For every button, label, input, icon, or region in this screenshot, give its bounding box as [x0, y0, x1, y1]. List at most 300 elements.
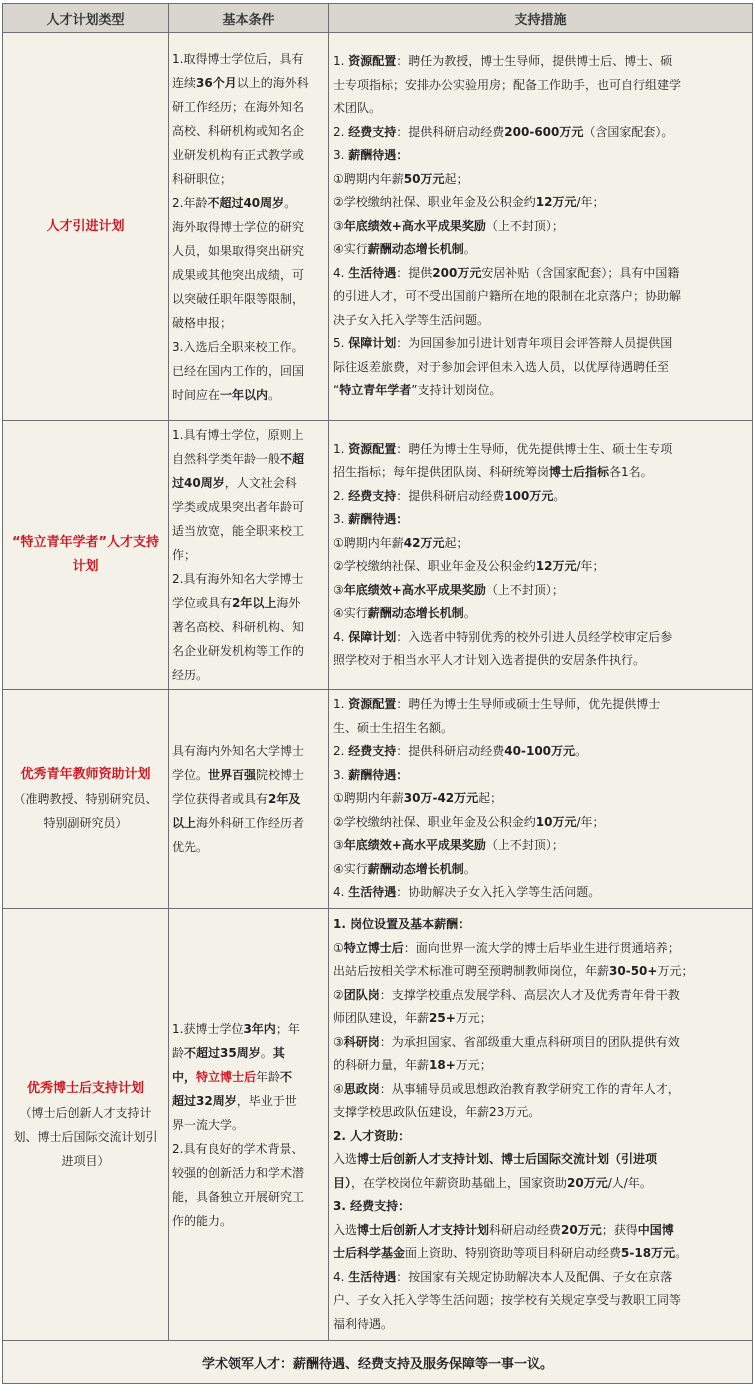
text-line — [333, 238, 748, 262]
text-segment: 5. — [333, 336, 349, 351]
text-segment: 学位或具有 — [172, 596, 233, 610]
plan-row — [3, 690, 753, 909]
text-line — [333, 285, 748, 309]
text-segment: 户、子女入托入学等生活问题；按学校有关规定享受与教职工同等 — [333, 1293, 682, 1307]
footer-row — [3, 1341, 753, 1384]
text-line — [172, 1017, 325, 1041]
text-line — [333, 438, 748, 462]
text-segment: ：从事辅导员或思想政治教育教学研究工作的青年人才， — [379, 1081, 680, 1096]
text-line — [333, 858, 748, 882]
plan-subtitle: （准聘教授、特别研究员、特别副研究员） — [13, 792, 158, 830]
text-segment: 团队岗 — [343, 987, 380, 1002]
text-segment: 以上 — [172, 816, 197, 830]
text-segment: ②学校缴纳社保、职业年金及公积金约 — [333, 814, 536, 829]
text-line — [172, 263, 325, 287]
text-segment: 支撑学校思政队伍建设，年薪23万元。 — [333, 1105, 541, 1119]
text-line — [333, 602, 748, 626]
text-segment: 200万元 — [432, 265, 482, 280]
text-segment: 生活待遇 — [348, 265, 397, 280]
text-line — [172, 1137, 325, 1161]
text-line — [333, 1266, 748, 1290]
text-segment: 经费支持 — [348, 124, 397, 139]
text-line — [333, 508, 748, 532]
text-line — [172, 71, 325, 95]
text-segment: 学位。 — [172, 768, 209, 782]
text-line — [172, 423, 325, 447]
text-line — [333, 1007, 748, 1031]
text-segment: 。 — [575, 744, 588, 759]
text-segment: 经费支持 — [348, 744, 397, 759]
text-line — [333, 693, 748, 717]
plan-title: 优秀博士后支持计划 — [26, 1080, 144, 1096]
text-segment: ② — [333, 987, 344, 1002]
text-segment: 3. — [333, 148, 349, 163]
text-segment: 。 — [675, 1246, 688, 1260]
header-conditions: 基本条件 — [169, 4, 329, 33]
header-measures: 支持措施 — [329, 4, 753, 33]
text-segment: 优先。 — [172, 840, 209, 854]
text-segment: 出站后按相关学术标准可聘至预聘制教师岗位，年薪 — [333, 964, 610, 978]
text-segment: 薪酬待遇： — [348, 512, 409, 526]
text-segment: ④实行 — [333, 861, 368, 876]
text-segment: 万元； — [455, 1011, 492, 1025]
text-segment: 特立博士后 — [343, 940, 404, 955]
text-segment: 照学校对于相当水平人才计划入选者提供的安居条件执行。 — [333, 653, 646, 667]
text-line — [333, 461, 748, 485]
conditions-cell — [169, 421, 329, 690]
text-segment: 5-18万元 — [621, 1246, 676, 1260]
plan-row — [3, 33, 753, 421]
text-segment: 25+ — [429, 1011, 456, 1025]
text-segment: （含国家配套）。 — [583, 124, 674, 139]
text-line — [172, 1209, 325, 1233]
text-segment: 思政岗 — [343, 1081, 380, 1096]
text-line — [172, 739, 325, 763]
text-segment: 师团队建设，年薪 — [333, 1011, 430, 1025]
text-segment: ：支撑学校重点发展学科、高层次人才及优秀青年骨干教 — [379, 987, 680, 1002]
plan-row — [3, 421, 753, 690]
text-line — [172, 811, 325, 835]
text-segment: 连续 — [172, 75, 197, 90]
text-segment: 2.具有良好的学术背景、 — [172, 1141, 304, 1156]
text-line — [333, 485, 748, 509]
text-segment: 资源配置 — [348, 697, 397, 712]
text-line — [333, 913, 748, 937]
text-line — [333, 309, 748, 333]
text-segment: “ — [333, 383, 340, 398]
text-segment: 2.具有海外知名大学博士 — [172, 572, 304, 586]
text-segment: 资源配置 — [348, 54, 397, 69]
text-line — [333, 811, 748, 835]
text-segment: 30-50+ — [609, 964, 658, 978]
text-line — [333, 649, 748, 673]
text-segment: ，在学校岗位年薪资助基础上，国家资助 — [351, 1175, 568, 1190]
text-line — [333, 74, 748, 98]
text-segment: 术团队。 — [333, 101, 382, 116]
text-segment: 20万元 — [561, 1222, 602, 1237]
text-line — [172, 639, 325, 663]
text-segment: 过40周岁 — [172, 476, 225, 490]
text-line — [333, 262, 748, 286]
text-line — [172, 1065, 325, 1089]
text-line — [172, 835, 325, 859]
text-segment: ：聘任为博士生导师或硕士生导师，优先提供博士 — [396, 697, 661, 712]
text-segment: 2. — [333, 744, 349, 759]
text-segment: 3. — [333, 512, 349, 526]
text-line — [333, 1078, 748, 1102]
conditions-cell — [169, 33, 329, 421]
text-segment: 保障计划 — [348, 336, 397, 351]
text-segment: ：提供科研启动经费 — [396, 744, 505, 759]
text-segment: 院校博士 — [256, 768, 305, 782]
text-segment: 名企业研发机构等工作的 — [172, 644, 305, 658]
text-line — [333, 1031, 748, 1055]
text-segment: 年底绩效+高水平成果奖励 — [343, 582, 486, 597]
text-segment: /年； — [576, 195, 605, 210]
text-segment: 42万元 — [403, 535, 445, 550]
text-line — [172, 335, 325, 359]
text-segment: 以突破任职年限等限制， — [172, 291, 305, 306]
text-segment: 。 — [268, 387, 281, 402]
text-line — [333, 937, 748, 961]
text-segment: ：聘任为博士生导师，优先提供博士生、硕士生专项 — [396, 441, 673, 456]
text-line — [172, 663, 325, 687]
text-line — [172, 471, 325, 495]
text-line — [333, 881, 748, 905]
text-segment: 1. — [333, 441, 349, 456]
text-segment: ：协助解决子女入托入学等生活问题。 — [396, 885, 601, 900]
text-segment: 起； — [444, 535, 469, 550]
text-line — [333, 379, 748, 403]
text-segment: 作； — [172, 548, 197, 562]
text-segment: 具有海内外知名大学博士 — [172, 744, 305, 758]
conditions-cell — [169, 690, 329, 909]
text-segment: 4. — [333, 265, 349, 280]
text-segment: 能，具备独立开展研究工 — [172, 1189, 305, 1204]
text-segment: 破格申报； — [172, 315, 233, 330]
text-segment: /年； — [576, 814, 605, 829]
text-segment: ①聘期内年薪 — [333, 171, 404, 186]
plan-title: 人才引进计划 — [46, 218, 125, 234]
text-segment: ：提供 — [396, 265, 433, 280]
text-segment: /人/年。 — [607, 1175, 652, 1190]
text-segment: 面上资助、特别资助等项目科研启动经费 — [405, 1246, 622, 1260]
text-line — [172, 519, 325, 543]
text-line — [333, 1313, 748, 1337]
text-segment: 较强的创新活力和学术潜 — [172, 1165, 305, 1180]
text-segment: 30万-42万元 — [403, 791, 479, 806]
text-line — [333, 144, 748, 168]
text-segment: 中国博 — [637, 1222, 674, 1237]
text-segment: 3.入选后全职来校工作。 — [172, 339, 304, 354]
text-line — [333, 764, 748, 788]
text-segment: ：面向世界一流大学的博士后毕业生进行贯通培养； — [403, 940, 680, 955]
text-segment: ：提供科研启动经费 — [396, 124, 505, 139]
text-segment: 薪酬待遇： — [348, 148, 409, 163]
text-segment: 一年以内 — [220, 387, 269, 402]
text-segment: 中， — [172, 1069, 197, 1084]
text-segment: 目） — [333, 1175, 352, 1190]
text-segment: 入选 — [333, 1152, 358, 1166]
talent-plan-table — [2, 3, 753, 1384]
text-segment: ②学校缴纳社保、职业年金及公积金约 — [333, 195, 536, 210]
text-segment: 2年以上 — [232, 596, 277, 610]
text-line — [333, 1172, 748, 1196]
text-segment: 博士后指标 — [549, 465, 610, 479]
text-line — [172, 447, 325, 471]
text-segment: 龄 — [172, 1045, 185, 1060]
text-segment: 万元； — [657, 964, 694, 978]
plan-type-cell — [3, 421, 169, 690]
text-segment: 招生指标；每年提供团队岗、科研统筹岗 — [333, 465, 550, 479]
text-segment: 薪酬动态增长机制 — [367, 242, 464, 257]
text-segment: ：为回国参加引进计划青年项目会评答辩人员提供国 — [396, 336, 673, 351]
text-line — [172, 191, 325, 215]
text-line — [333, 121, 748, 145]
text-line — [333, 191, 748, 215]
text-line — [333, 740, 748, 764]
text-segment: 适当放宽，能全职来校工 — [172, 524, 305, 538]
text-segment: 4. — [333, 1269, 349, 1284]
text-segment: ，人文社会科 — [224, 476, 297, 490]
text-segment: 20万元 — [567, 1175, 608, 1190]
text-segment: 学位获得者或具有 — [172, 792, 269, 806]
text-segment: （上不封顶）； — [485, 838, 564, 853]
text-line — [333, 215, 748, 239]
text-segment: 世界百强 — [208, 768, 257, 782]
text-segment: 万元； — [455, 1058, 492, 1072]
text-segment: 2. — [333, 124, 349, 139]
text-line — [172, 1113, 325, 1137]
text-line — [333, 960, 748, 984]
text-segment: 超过32周岁 — [172, 1093, 237, 1108]
text-segment: 2.年龄 — [172, 195, 208, 210]
text-segment: 年底绩效+高水平成果奖励 — [343, 218, 486, 233]
text-line — [172, 495, 325, 519]
text-segment: 界一流大学。 — [172, 1117, 245, 1132]
text-segment: 士后科学基金 — [333, 1246, 406, 1260]
text-segment: 以上的海外科 — [236, 75, 309, 90]
text-segment: 研工作经历；在海外知名 — [172, 99, 305, 114]
text-segment: 人员，如果取得突出研究 — [172, 243, 305, 258]
text-segment: ，毕业于世 — [236, 1093, 297, 1108]
text-segment: 学类或成果突出者年龄可 — [172, 500, 305, 514]
text-segment: 著名高校、科研机构、知 — [172, 620, 305, 634]
text-line — [172, 119, 325, 143]
plan-type-cell — [3, 33, 169, 421]
text-segment: 。 — [463, 242, 476, 257]
text-segment: ④ — [333, 1081, 344, 1096]
text-segment: 。 — [463, 861, 476, 876]
text-line — [172, 95, 325, 119]
text-segment: ③ — [333, 1034, 344, 1049]
plan-title: 优秀青年教师资助计划 — [20, 767, 151, 782]
text-segment: 不超过40周岁 — [207, 195, 285, 210]
text-line — [172, 311, 325, 335]
text-segment: 1. 岗位设置及基本薪酬： — [333, 917, 471, 931]
text-segment: 不 — [280, 1069, 293, 1084]
text-segment: 博士后创新人才支持计划 — [357, 1222, 490, 1237]
text-segment: 薪酬动态增长机制 — [367, 861, 464, 876]
text-segment: 决子女入托入学等生活问题。 — [333, 312, 490, 327]
text-line — [172, 143, 325, 167]
text-line — [172, 615, 325, 639]
text-segment: 科研启动经费 — [489, 1222, 562, 1237]
text-segment: 高校、科研机构或知名企 — [172, 123, 305, 138]
text-line — [172, 47, 325, 71]
text-segment: 保障计划 — [348, 629, 397, 644]
text-segment: 4. — [333, 629, 349, 644]
text-line — [172, 359, 325, 383]
header-type: 人才计划类型 — [3, 4, 169, 33]
plan-title: “特立青年学者”人才支持计划 — [11, 535, 160, 574]
text-line — [333, 168, 748, 192]
text-segment: 已经在国内工作的，回国 — [172, 363, 305, 378]
text-segment: 1. — [333, 697, 349, 712]
text-segment: 2. — [333, 488, 349, 503]
text-line — [333, 1289, 748, 1313]
text-segment: 际往返差旅费，对于参加会评但未入选人员，以优厚待遇聘任至 — [333, 359, 670, 374]
text-line — [172, 543, 325, 567]
text-line — [333, 97, 748, 121]
text-segment: ：聘任为教授，博士生导师，提供博士后、博士、硕 — [396, 54, 673, 69]
text-segment: ；年 — [275, 1021, 300, 1036]
text-segment: ①聘期内年薪 — [333, 535, 404, 550]
text-segment: ”支持计划岗位。 — [411, 383, 502, 398]
measures-cell — [329, 33, 753, 421]
text-line — [172, 1161, 325, 1185]
text-segment: 经历。 — [172, 668, 209, 682]
text-line — [172, 383, 325, 407]
text-segment: 年龄 — [256, 1069, 281, 1084]
text-line — [172, 287, 325, 311]
text-segment: /年； — [576, 559, 605, 573]
text-line — [333, 1054, 748, 1078]
text-segment: 2. 人才资助： — [333, 1128, 411, 1143]
text-segment: ：为承担国家、省部级重大重点科研项目的团队提供有效 — [379, 1034, 680, 1049]
text-line — [333, 834, 748, 858]
text-segment: ；获得 — [601, 1222, 638, 1237]
text-segment: 海外 — [276, 596, 301, 610]
text-segment: （上不封顶）； — [485, 582, 564, 597]
text-segment: 1.获博士学位 — [172, 1021, 244, 1036]
text-line — [333, 1125, 748, 1149]
text-segment: 生活待遇 — [348, 885, 397, 900]
text-segment: 安居补贴（含国家配套）；具有中国籍 — [481, 265, 680, 280]
text-segment: 资源配置 — [348, 441, 397, 456]
text-line — [333, 1242, 748, 1266]
text-segment: ③ — [333, 582, 344, 597]
text-segment: 100万元 — [504, 488, 554, 503]
text-segment: 12万元 — [535, 195, 577, 210]
text-line — [333, 1148, 748, 1172]
text-segment: ：入选者中特别优秀的校外引进人员经学校审定后参 — [396, 629, 673, 644]
text-line — [333, 532, 748, 556]
text-segment: 成果或其他突出成绩，可 — [172, 267, 305, 282]
header-row — [3, 4, 753, 33]
text-segment: 40-100万元 — [504, 744, 576, 759]
text-line — [333, 1219, 748, 1243]
text-segment: 1.取得博士学位后，具有 — [172, 51, 304, 66]
text-segment: 1.具有博士学位，原则上 — [172, 428, 304, 442]
text-segment: 海外科研工作经历者 — [196, 816, 305, 830]
text-segment: 特立青年学者 — [339, 383, 412, 398]
text-line — [172, 239, 325, 263]
text-line — [333, 579, 748, 603]
plan-type-cell — [3, 909, 169, 1341]
text-segment: 年底绩效+高水平成果奖励 — [343, 838, 486, 853]
text-segment: 科研职位； — [172, 171, 233, 186]
text-line — [333, 356, 748, 380]
text-line — [333, 787, 748, 811]
plan-type-cell — [3, 690, 169, 909]
text-segment: 12万元 — [535, 559, 577, 573]
text-segment: 其 — [272, 1045, 285, 1060]
text-segment: 起； — [478, 791, 503, 806]
text-segment: ②学校缴纳社保、职业年金及公积金约 — [333, 559, 536, 573]
text-segment: 的引进人才，可不受出国前户籍所在地的限制在北京落户；协助解 — [333, 289, 682, 304]
text-segment: ①聘期内年薪 — [333, 791, 404, 806]
text-line — [333, 717, 748, 741]
text-line — [172, 591, 325, 615]
text-segment: ③ — [333, 218, 344, 233]
text-segment: 福利待遇。 — [333, 1316, 394, 1331]
footer-note: 学术领军人才：薪酬待遇、经费支持及服务保障等一事一议。 — [3, 1341, 753, 1384]
text-segment: ④实行 — [333, 606, 368, 620]
text-segment: 特立博士后 — [196, 1069, 257, 1084]
text-segment: 4. — [333, 885, 349, 900]
text-segment: 3年内 — [243, 1021, 276, 1036]
text-segment: 入选 — [333, 1222, 358, 1237]
text-segment: ：按国家有关规定协助解决本人及配偶、子女在京落 — [396, 1269, 673, 1284]
text-segment: 自然科学类年龄一般 — [172, 452, 281, 466]
text-segment: 薪酬动态增长机制 — [367, 606, 464, 620]
text-segment: 36个月 — [196, 75, 237, 90]
text-line — [333, 626, 748, 650]
text-segment: 作的能力。 — [172, 1213, 233, 1228]
text-segment: 1. — [333, 54, 349, 69]
conditions-cell — [169, 909, 329, 1341]
text-segment: ③ — [333, 838, 344, 853]
text-segment: 200-600万元 — [504, 124, 584, 139]
text-segment: ① — [333, 940, 344, 955]
text-segment: 3. — [333, 767, 349, 782]
text-line — [333, 1195, 748, 1219]
text-segment: 。 — [553, 488, 566, 503]
text-line — [172, 763, 325, 787]
text-segment: 时间应在 — [172, 387, 221, 402]
text-line — [333, 984, 748, 1008]
text-segment: 士专项指标；安排办公实验用房；配备工作助手，也可自行组建学 — [333, 77, 682, 92]
text-segment: 3. 经费支持： — [333, 1199, 411, 1213]
text-segment: 博士后创新人才支持计划、博士后国际交流计划（引进项 — [357, 1152, 658, 1166]
measures-cell — [329, 909, 753, 1341]
text-line — [172, 215, 325, 239]
text-line — [172, 167, 325, 191]
text-line — [172, 567, 325, 591]
text-segment: 不超过35周岁 — [184, 1045, 261, 1060]
text-segment: 起； — [444, 171, 469, 186]
text-segment: 各1名。 — [609, 465, 653, 479]
plan-row — [3, 909, 753, 1341]
text-line — [172, 1185, 325, 1209]
text-line — [172, 787, 325, 811]
text-segment: 。 — [284, 195, 297, 210]
text-segment: 经费支持 — [348, 488, 397, 503]
text-segment: 2年及 — [268, 792, 301, 806]
measures-cell — [329, 690, 753, 909]
text-line — [333, 555, 748, 579]
